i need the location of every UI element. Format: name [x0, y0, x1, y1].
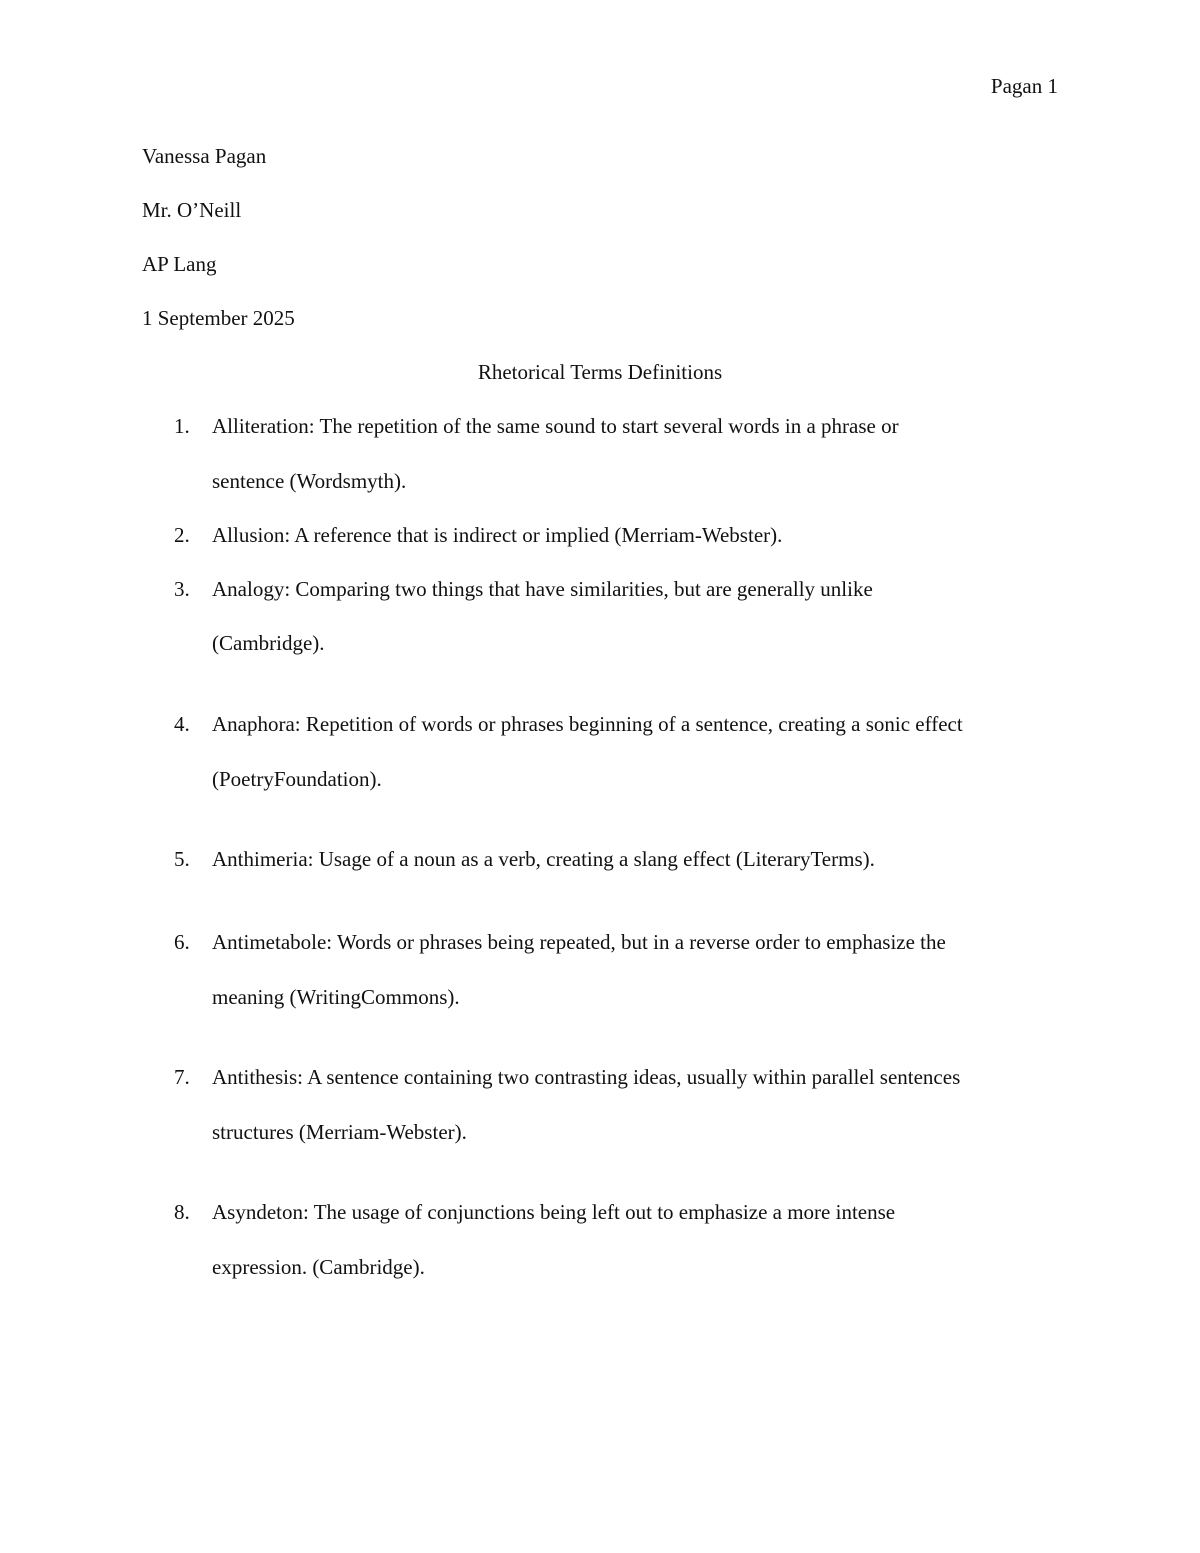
list-number: 5. — [174, 847, 190, 871]
definition-text: Antimetabole: Words or phrases being repeated, but in a reverse order to emphasize the — [212, 930, 946, 954]
definition-text: Allusion: A reference that is indirect or implied (Merriam-Webster). — [212, 523, 783, 547]
teacher-name: Mr. O’Neill — [142, 198, 242, 222]
list-number: 3. — [174, 577, 190, 601]
definition-text: Analogy: Comparing two things that have similarities, but are generally unlike — [212, 577, 873, 601]
definition-text: Alliteration: The repetition of the same sound to start several words in a phrase or — [212, 414, 899, 438]
course-name: AP Lang — [142, 252, 217, 276]
running-head: Pagan 1 — [990, 74, 1058, 98]
student-name: Vanessa Pagan — [142, 144, 267, 168]
definition-text: meaning (WritingCommons). — [212, 985, 460, 1009]
definition-text: (Cambridge). — [212, 631, 325, 655]
date: 1 September 2025 — [142, 306, 295, 330]
definition-text: Anthimeria: Usage of a noun as a verb, creating a slang effect (LiteraryTerms). — [212, 847, 875, 871]
list-number: 8. — [174, 1200, 190, 1224]
list-number: 2. — [174, 523, 190, 547]
definition-text: Anaphora: Repetition of words or phrases beginning of a sentence, creating a sonic effect — [212, 712, 963, 736]
definition-text: expression. (Cambridge). — [212, 1255, 425, 1279]
list-number: 4. — [174, 712, 190, 736]
definition-text: (PoetryFoundation). — [212, 767, 382, 791]
list-number: 7. — [174, 1065, 190, 1089]
definition-text: Asyndeton: The usage of conjunctions being left out to emphasize a more intense — [212, 1200, 896, 1224]
list-number: 6. — [174, 930, 190, 954]
list-number: 1. — [174, 414, 190, 438]
page-title: Rhetorical Terms Definitions — [477, 360, 723, 384]
definition-text: Antithesis: A sentence containing two contrasting ideas, usually within parallel sentences — [212, 1065, 961, 1089]
definition-text: structures (Merriam-Webster). — [212, 1120, 467, 1144]
definition-text: sentence (Wordsmyth). — [212, 469, 407, 493]
